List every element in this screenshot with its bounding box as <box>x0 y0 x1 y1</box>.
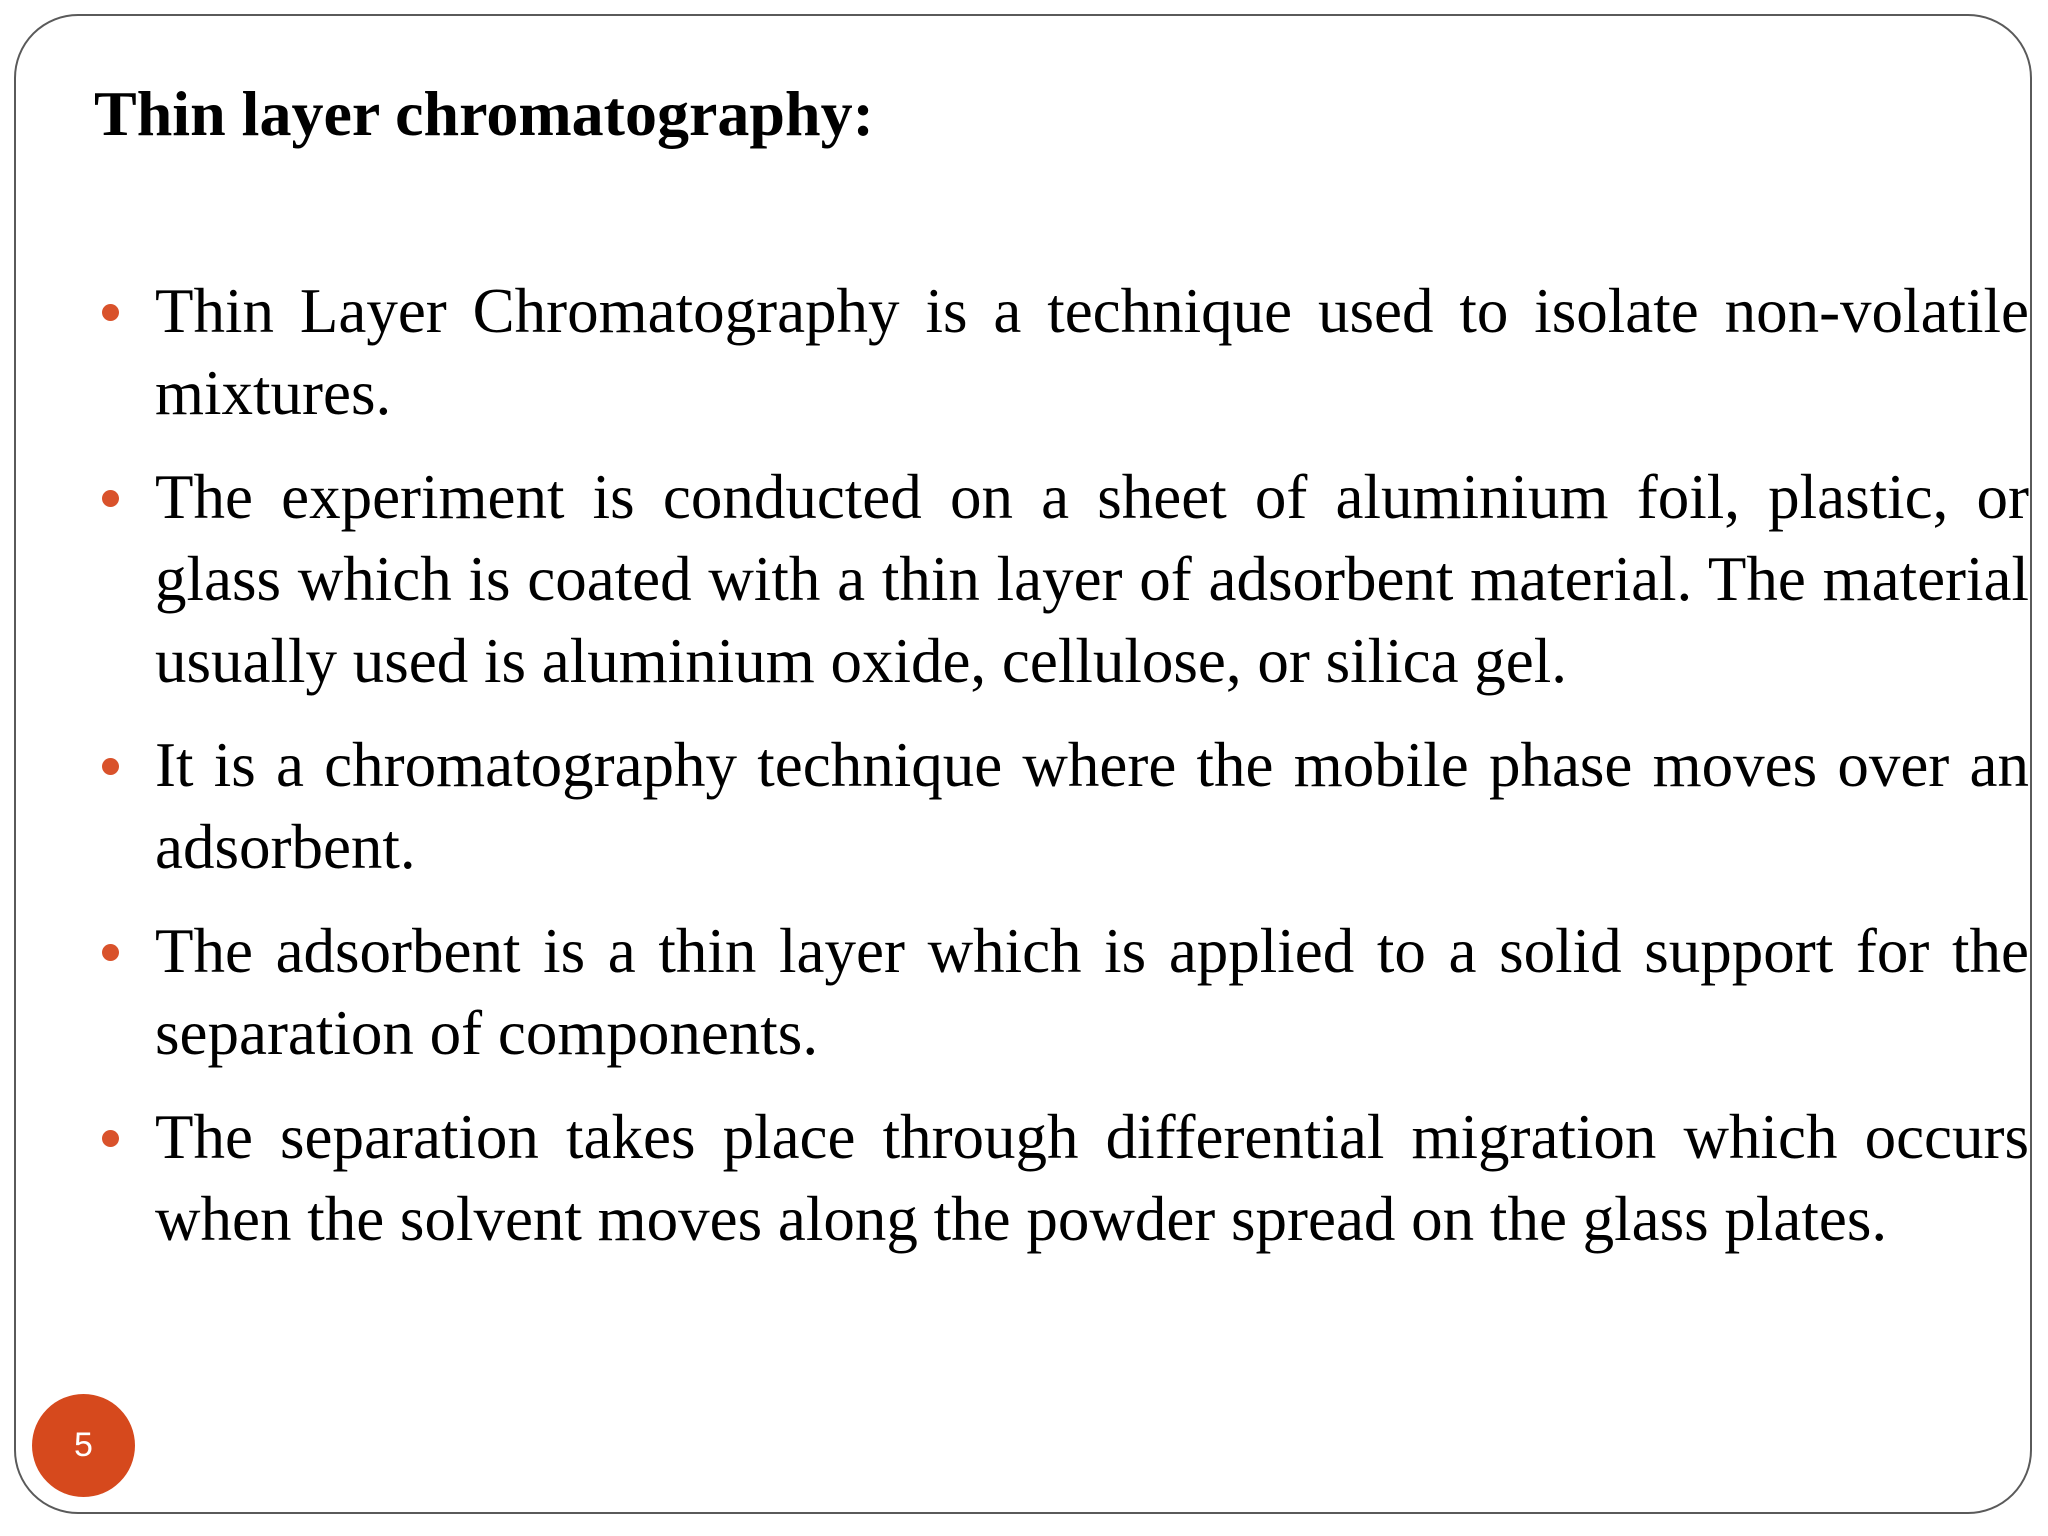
bullet-dot-icon <box>102 304 119 321</box>
bullet-item <box>94 910 2029 1074</box>
bullet-text: Thin Layer Chromatography is a technique used to isolate non-volatile mixtures. <box>155 276 2029 428</box>
bullet-list <box>94 270 2029 1282</box>
bullet-text: The adsorbent is a thin layer which is applied to a solid support for the separation of components. <box>155 916 2029 1068</box>
page-number: 5 <box>74 1426 93 1464</box>
slide-title: Thin layer chromatography: <box>94 78 874 149</box>
bullet-dot-icon <box>102 1130 119 1147</box>
bullet-text: The separation takes place through differential migration which occurs when the solvent moves along the powder spread on the glass plates. <box>155 1102 2029 1254</box>
bullet-item <box>94 1096 2029 1260</box>
bullet-text: It is a chromatography technique where the mobile phase moves over an adsorbent. <box>155 730 2029 882</box>
page-number-badge <box>32 1394 135 1497</box>
bullet-text: The experiment is conducted on a sheet of aluminium foil, plastic, or glass which is coated with a thin layer of adsorbent material. The material usually used is aluminium oxide, cellulose, or silica gel. <box>155 462 2029 696</box>
bullet-dot-icon <box>102 490 119 507</box>
bullet-item <box>94 456 2029 702</box>
bullet-item <box>94 270 2029 434</box>
bullet-item <box>94 724 2029 888</box>
bullet-dot-icon <box>102 758 119 775</box>
bullet-dot-icon <box>102 944 119 961</box>
